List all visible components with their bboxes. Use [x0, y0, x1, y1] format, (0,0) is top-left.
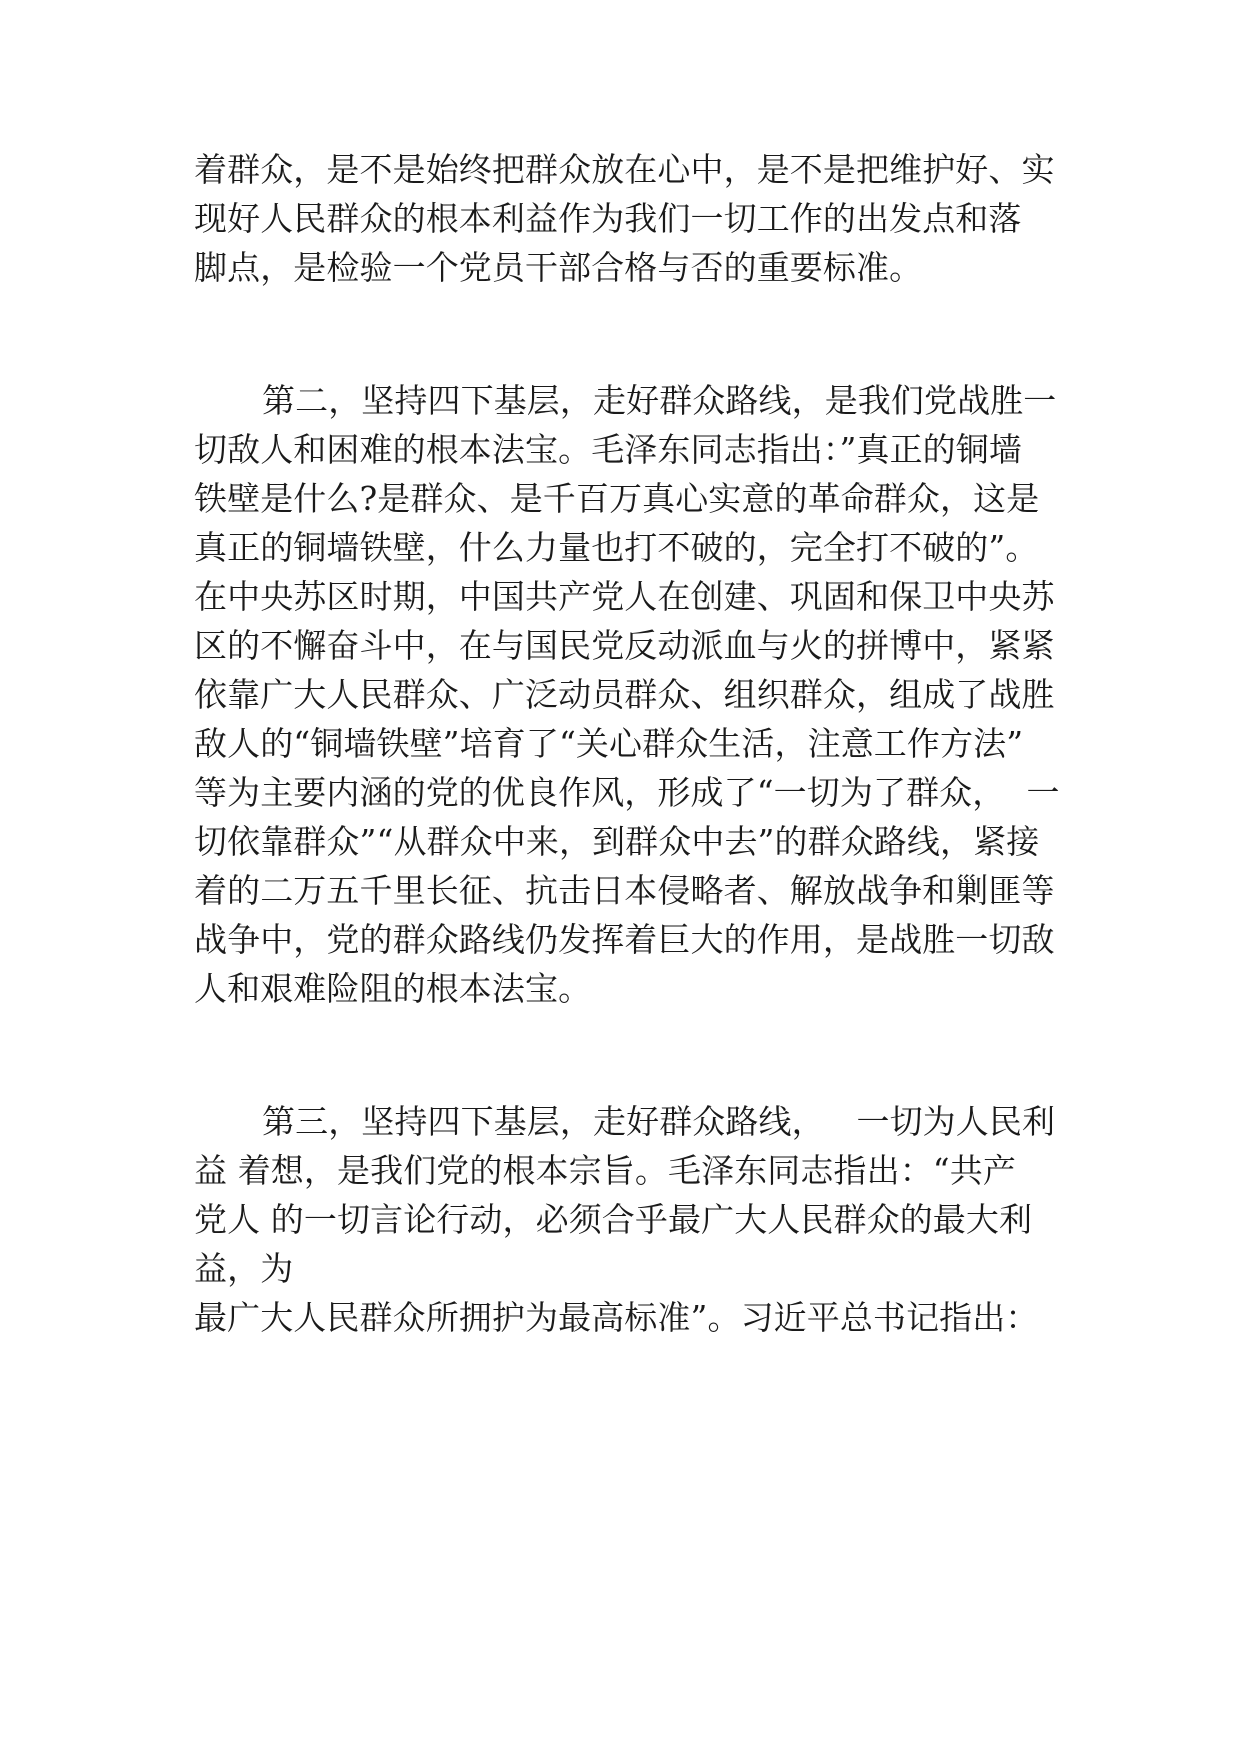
paragraph-3-line-5: 最广大人民群众所拥护为最高标准”。习近平总书记指出： — [194, 1298, 1039, 1337]
paragraph-2-line-13: 人和艰难险阻的根本法宝。 — [194, 969, 592, 1008]
paragraph-3-line-1: 第三，坚持四下基层，走好群众路线， 一切为人民利 — [262, 1102, 1056, 1141]
paragraph-3-line-3: 党人 的一切言论行动，必须合乎最广大人民群众的最大利 — [194, 1200, 1033, 1239]
paragraph-2-line-1: 第二，坚持四下基层，走好群众路线，是我们党战胜一 — [262, 381, 1057, 420]
paragraph-1-line-2: 现好人民群众的根本利益作为我们一切工作的出发点和落 — [194, 199, 1022, 238]
paragraph-2-line-5: 在中央苏区时期，中国共产党人在创建、巩固和保卫中央苏 — [194, 577, 1055, 616]
paragraph-2-line-12: 战争中，党的群众路线仍发挥着巨大的作用，是战胜一切敌 — [194, 920, 1055, 959]
paragraph-1-line-1: 着群众，是不是始终把群众放在心中，是不是把维护好、实 — [194, 150, 1055, 189]
paragraph-2-line-11: 着的二万五千里长征、抗击日本侵略者、解放战争和剿匪等 — [194, 871, 1055, 910]
paragraph-1-line-3: 脚点，是检验一个党员干部合格与否的重要标准。 — [194, 248, 923, 287]
paragraph-2-line-4: 真正的铜墙铁壁，什么力量也打不破的，完全打不破的”。 — [194, 528, 1039, 567]
paragraph-3-line-4: 益，为 — [194, 1249, 294, 1288]
paragraph-2-line-2: 切敌人和困难的根本法宝。毛泽东同志指出：”真正的铜墙 — [194, 430, 1022, 469]
paragraph-2-line-10: 切依靠群众”“从群众中来，到群众中去”的群众路线，紧接 — [194, 822, 1040, 861]
paragraph-2-line-7: 依靠广大人民群众、广泛动员群众、组织群众，组成了战胜 — [194, 675, 1055, 714]
paragraph-2-line-8: 敌人的“铜墙铁壁”培育了“关心群众生活，注意工作方法” — [194, 724, 1024, 763]
paragraph-2-line-6: 区的不懈奋斗中，在与国民党反动派血与火的拼博中，紧紧 — [194, 626, 1055, 665]
paragraph-2-line-9: 等为主要内涵的党的优良作风，形成了“一切为了群众， 一 — [194, 773, 1060, 812]
paragraph-2-line-3: 铁壁是什么?是群众、是千百万真心实意的革命群众，这是 — [194, 479, 1040, 518]
paragraph-3-line-2: 益 着想，是我们党的根本宗旨。毛泽东同志指出：“共产 — [194, 1151, 1016, 1190]
